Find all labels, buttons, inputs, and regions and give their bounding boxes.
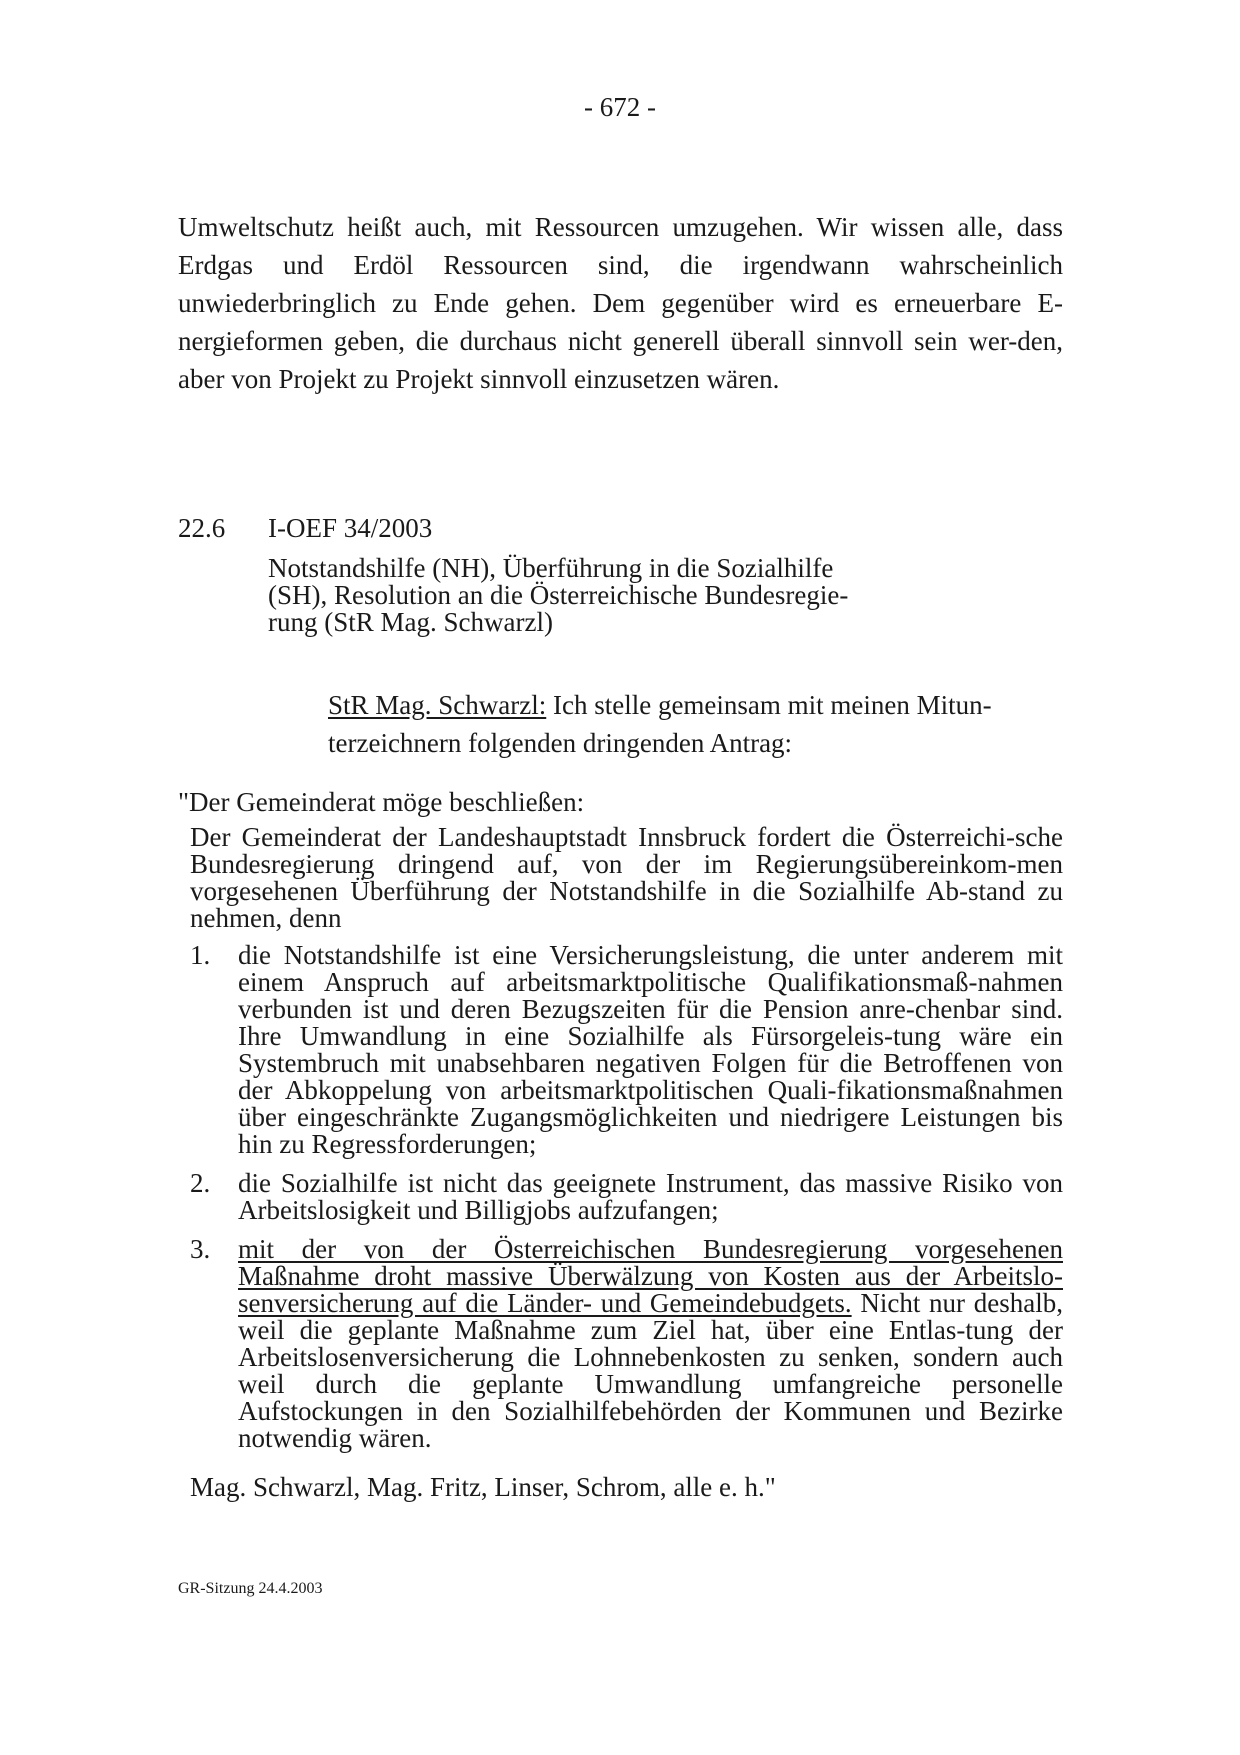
list-item xyxy=(190,1170,1063,1224)
agenda-item-title-line: rung (StR Mag. Schwarzl) xyxy=(268,607,553,637)
list-item-number: 2. xyxy=(190,1168,211,1198)
speaker-name: StR Mag. Schwarzl: xyxy=(328,690,547,720)
reasons-list xyxy=(190,942,1063,1452)
page-number: - 672 - xyxy=(584,92,656,122)
list-item-underlined-text: mit der von der Österreichischen Bundesregierung vorgesehenen Maßnahme droht massive Überwälzung von Kosten aus der Arbeitslo-senversicherung auf die Länder- und Gemeindebudgets. xyxy=(238,1234,1063,1318)
list-item xyxy=(190,942,1063,1158)
agenda-item-title-line: Notstandshilfe (NH), Überführung in die Sozialhilfe xyxy=(268,553,834,583)
intro-paragraph xyxy=(178,208,1063,398)
agenda-item-number: 22.6 xyxy=(178,513,226,543)
list-item xyxy=(190,1236,1063,1452)
motion-body xyxy=(190,824,1063,1464)
list-item-number: 1. xyxy=(190,940,211,970)
agenda-item-title-line: (SH), Resolution an die Österreichische Bundesregie- xyxy=(268,580,849,610)
page-footer: GR-Sitzung 24.4.2003 xyxy=(178,1580,323,1597)
signatures: Mag. Schwarzl, Mag. Fritz, Linser, Schrom, alle e. h." xyxy=(190,1472,776,1502)
list-item-text: Nicht nur deshalb, weil die geplante Maßnahme zum Ziel hat, über eine Entlas-tung der Arbeitslosenversicherung die Lohnnebenkosten zu senken, sondern auch weil durch die geplante Umwandlung umfangreiche personelle Aufstockungen in den Sozialhilfebehörden der Kommunen und Bezirke notwendig wären. xyxy=(238,1288,1064,1453)
list-item-number: 3. xyxy=(190,1234,211,1264)
speech-paragraph xyxy=(178,686,1063,762)
intro-text: Umweltschutz heißt auch, mit Ressourcen umzugehen. Wir wissen alle, dass Erdgas und Erdöl Ressourcen sind, die irgendwann wahrscheinlich unwiederbringlich zu Ende gehen. Dem gegenüber wird es erneuerbare E-nergieformen geben, die durchaus nicht generell überall sinnvoll sein wer-den, aber von Projekt zu Projekt sinnvoll einzusetzen wären. xyxy=(178,212,1063,394)
agenda-item-title xyxy=(268,555,908,636)
speech-text: Ich stelle gemeinsam mit meinen Mitun-terzeichnern folgenden dringenden Antrag: xyxy=(328,690,992,758)
agenda-item-code: I-OEF 34/2003 xyxy=(268,513,433,543)
list-item-text: die Sozialhilfe ist nicht das geeignete Instrument, das massive Risiko von Arbeitslosigkeit und Billigjobs aufzufangen; xyxy=(238,1168,1063,1225)
motion-preamble: Der Gemeinderat der Landeshauptstadt Innsbruck fordert die Österreichi-sche Bundesregierung dringend auf, von der im Regierungsübereinkom-men vorgesehenen Überführung der Notstandshilfe in die Sozialhilfe Ab-stand zu nehmen, denn xyxy=(190,822,1063,933)
motion-opening: "Der Gemeinderat möge beschließen: xyxy=(178,787,585,817)
list-item-text: die Notstandshilfe ist eine Versicherungsleistung, die unter anderem mit einem Anspruch auf arbeitsmarktpolitische Qualifikationsmaß-nahmen verbunden ist und deren Bezugszeiten für die Pension anre-chenbar sind. Ihre Umwandlung in eine Sozialhilfe als Fürsorgeleis-tung wäre ein Systembruch mit unabsehbaren negativen Folgen für die Betroffenen von der Abkoppelung von arbeitsmarktpolitischen Quali-fikationsmaßnahmen über eingeschränkte Zugangsmöglichkeiten und niedrigere Leistungen bis hin zu Regressforderungen; xyxy=(238,940,1063,1159)
